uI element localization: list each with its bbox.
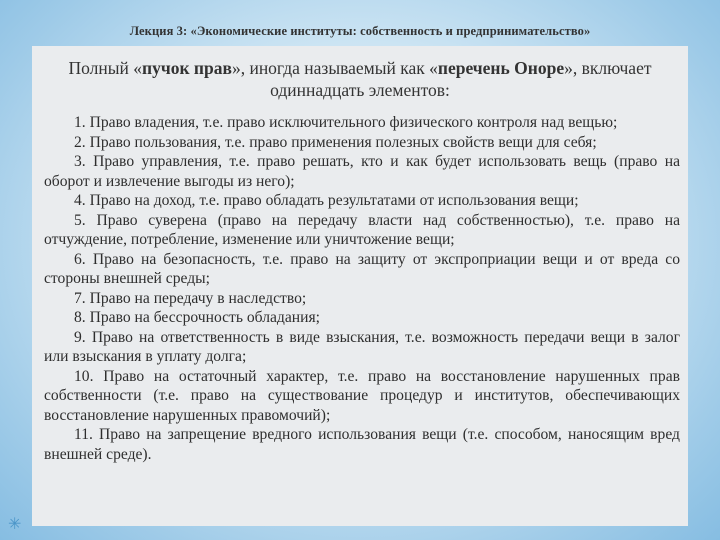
intro-paragraph — [40, 57, 680, 101]
list-item: 10. Право на остаточный характер, т.е. право на восстановление нарушенных прав собственности (т.е. право на существование процедур и институтов, обеспечивающих восстановление нарушенных правомочий); — [44, 367, 680, 424]
list-item: 4. Право на доход, т.е. право обладать результатами от использования вещи; — [74, 192, 579, 209]
list-item: 3. Право управления, т.е. право решать, кто и как будет использовать вещь (право на оборот и извлечение выгоды из него); — [44, 153, 680, 190]
asterisk-icon: ✳ — [8, 514, 22, 533]
intro-text-1: Полный « — [68, 58, 143, 78]
lecture-title: Лекция 3: «Экономические институты: собственность и предпринимательство» — [129, 24, 591, 38]
intro-text-3: », включает одиннадцать элементов: — [270, 58, 652, 100]
intro-text-2: », иногда называемый как « — [231, 58, 438, 78]
list-item: 1. Право владения, т.е. право исключительного физического контроля над вещью; — [74, 114, 618, 131]
list-item: 6. Право на безопасность, т.е. право на защиту от экспроприации вещи и от вреда со стороны внешней среды; — [44, 250, 680, 287]
list-item: 11. Право на запрещение вредного использования вещи (т.е. способом, наносящим вред внешней среде). — [44, 426, 680, 463]
list-item: 8. Право на бессрочность обладания; — [74, 309, 320, 326]
list-item: 5. Право суверена (право на передачу власти над собственностью), т.е. право на отчуждение, потребление, изменение или уничтожение вещи; — [44, 211, 680, 248]
intro-bold-honore: перечень Оноре — [437, 58, 565, 78]
rights-list — [44, 113, 680, 464]
list-item: 7. Право на передачу в наследство; — [74, 289, 307, 307]
intro-bold-bundle: пучок прав — [142, 58, 232, 78]
list-item: 9. Право на ответственность в виде взыскания, т.е. возможность передачи вещи в залог или взыскания в уплату долга; — [44, 328, 680, 365]
list-item: 2. Право пользования, т.е. право применения полезных свойств вещи для себя; — [74, 133, 597, 151]
